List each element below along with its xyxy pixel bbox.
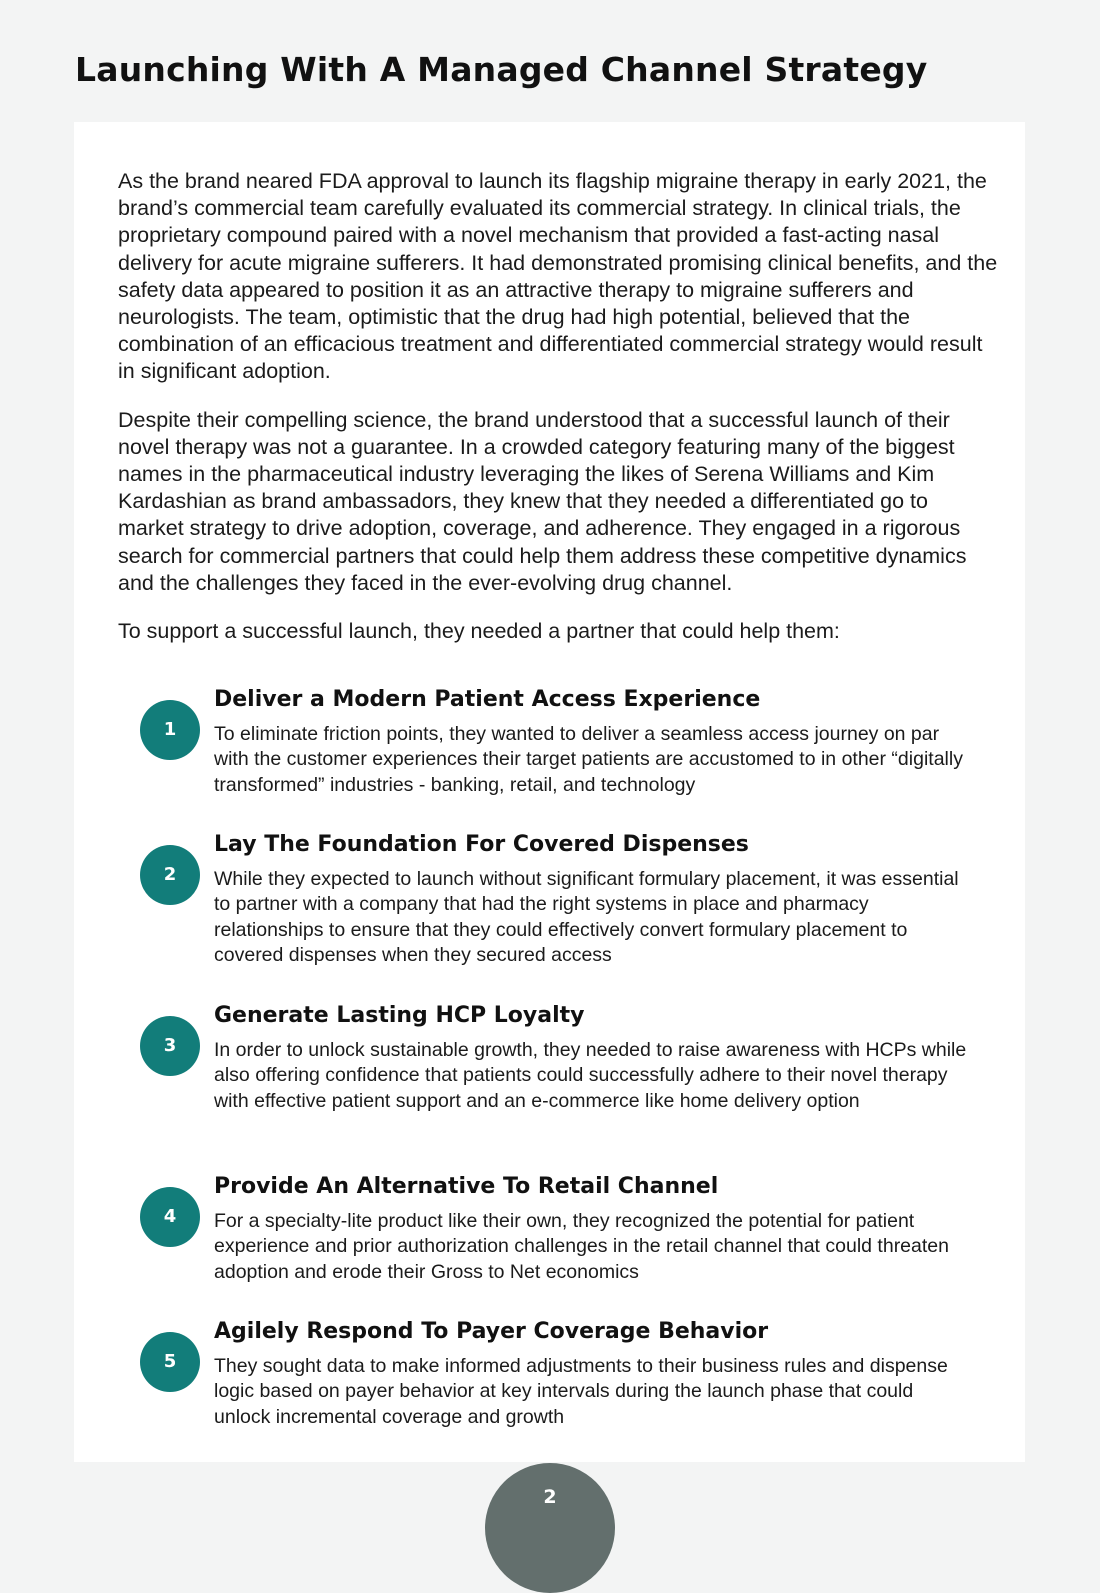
need-title: Lay The Foundation For Covered Dispenses — [214, 832, 749, 857]
need-description: To eliminate friction points, they wanted to deliver a seamless access journey on par with the customer experiences their target patients are accustomed to in other “digitally transformed” industries - banking, retail, and technology — [214, 723, 963, 796]
need-description: For a specialty-lite product like their own, they recognized the potential for patient experience and prior authorization challenges in the retail channel that could threaten adoption and erode their Gross to Net economics — [214, 1210, 949, 1283]
need-title: Provide An Alternative To Retail Channel — [214, 1174, 719, 1199]
intro-paragraph: As the brand neared FDA approval to launch its flagship migraine therapy in early 2021, the brand’s commercial team carefully evaluated its commercial strategy. In clinical trials, the proprietary compound paired with a novel mechanism that provided a fast-acting nasal delivery for acute migraine sufferers. It had demonstrated promising clinical benefits, and the safety data appeared to position it as an attractive therapy to migraine sufferers and neurologists. The team, optimistic that the drug had high potential, believed that the combination of an efficacious treatment and differentiated commercial strategy would result in significant adoption. — [118, 169, 998, 384]
needs-lead-in: To support a successful launch, they needed a partner that could help them: — [118, 619, 840, 644]
need-description: They sought data to make informed adjustments to their business rules and dispense logic based on payer behavior at key intervals during the launch phase that could unlock incremental coverage and growth — [214, 1355, 948, 1428]
number-badge: 5 — [140, 1332, 200, 1392]
number-badge: 1 — [140, 700, 200, 760]
number-badge: 2 — [140, 845, 200, 905]
need-title: Generate Lasting HCP Loyalty — [214, 1003, 585, 1028]
need-description: While they expected to launch without significant formulary placement, it was essential to partner with a company that had the right systems in place and pharmacy relationships to ensure that they could effectively convert formulary placement to covered dispenses when they secured access — [214, 868, 959, 966]
number-badge: 4 — [140, 1187, 200, 1247]
page-number-badge: 2 — [485, 1463, 615, 1593]
intro-paragraph: Despite their compelling science, the brand understood that a successful launch of their novel therapy was not a guarantee. In a crowded category featuring many of the biggest names in the pharmaceutical industry leveraging the likes of Serena Williams and Kim Kardashian as brand ambassadors, they knew that they needed a differentiated go to market strategy to drive adoption, coverage, and adherence. They engaged in a rigorous search for commercial partners that could help them address these competitive dynamics and the challenges they faced in the ever-evolving drug channel. — [118, 407, 967, 595]
intro-section — [118, 168, 998, 666]
content-card — [74, 122, 1025, 1462]
need-title: Deliver a Modern Patient Access Experience — [214, 687, 761, 712]
need-title: Agilely Respond To Payer Coverage Behavior — [214, 1319, 769, 1344]
need-description: In order to unlock sustainable growth, they needed to raise awareness with HCPs while also offering confidence that patients could successfully adhere to their novel therapy with effective patient support and an e-commerce like home delivery option — [214, 1039, 967, 1112]
page-title: Launching With A Managed Channel Strategy — [75, 50, 928, 89]
number-badge: 3 — [140, 1016, 200, 1076]
